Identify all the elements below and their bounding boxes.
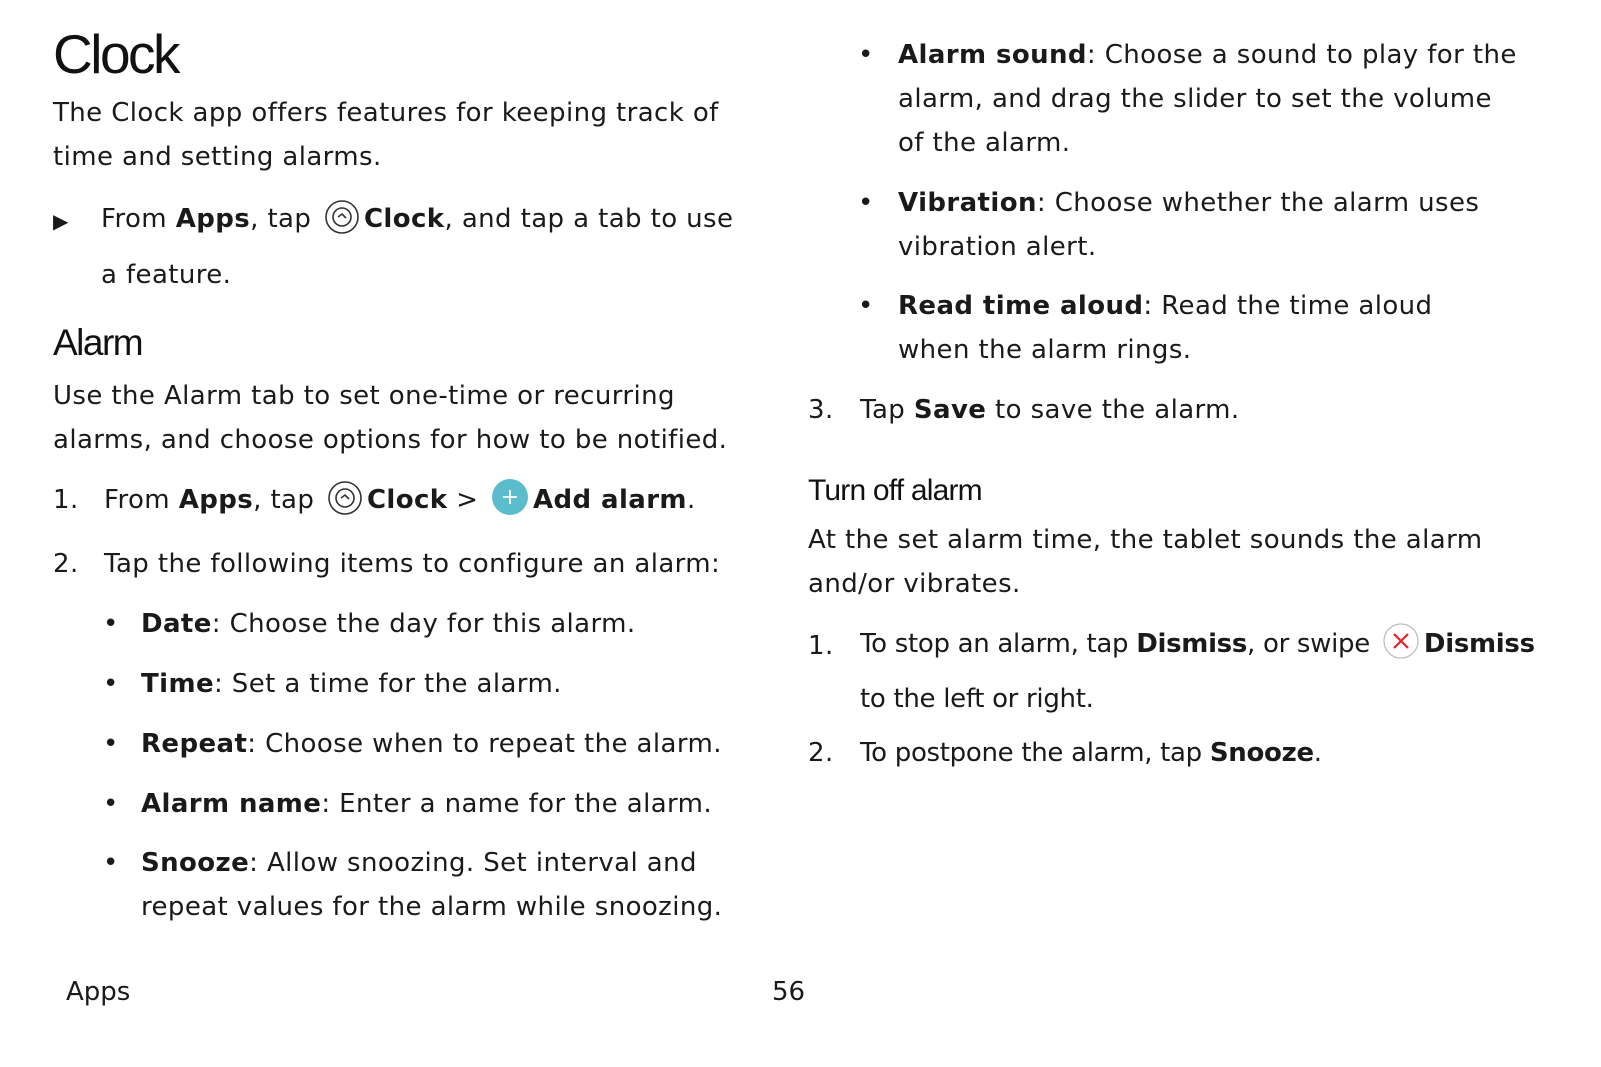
- clock-icon: [324, 199, 360, 251]
- turnoff-intro: At the set alarm time, the tablet sounds the alarm and/or vibrates.: [808, 525, 1483, 599]
- clock-icon: [327, 480, 363, 530]
- alarm-heading: Alarm: [53, 322, 143, 363]
- dismiss-icon: [1382, 622, 1420, 676]
- add-icon: [491, 478, 529, 530]
- intro-paragraph: The Clock app offers features for keeping track of time and setting alarms.: [53, 98, 719, 172]
- apps-label: Apps: [175, 204, 251, 234]
- page-title: Clock: [53, 23, 179, 85]
- turnoff-heading: Turn off alarm: [808, 474, 982, 507]
- triangle-marker: ▶: [53, 209, 69, 233]
- clock-label: Clock: [363, 204, 445, 234]
- footer-section: Apps: [66, 977, 131, 1007]
- alarm-intro: Use the Alarm tab to set one-time or recurring alarms, and choose options for how to be notified.: [53, 381, 728, 455]
- page-number: 56: [772, 977, 806, 1007]
